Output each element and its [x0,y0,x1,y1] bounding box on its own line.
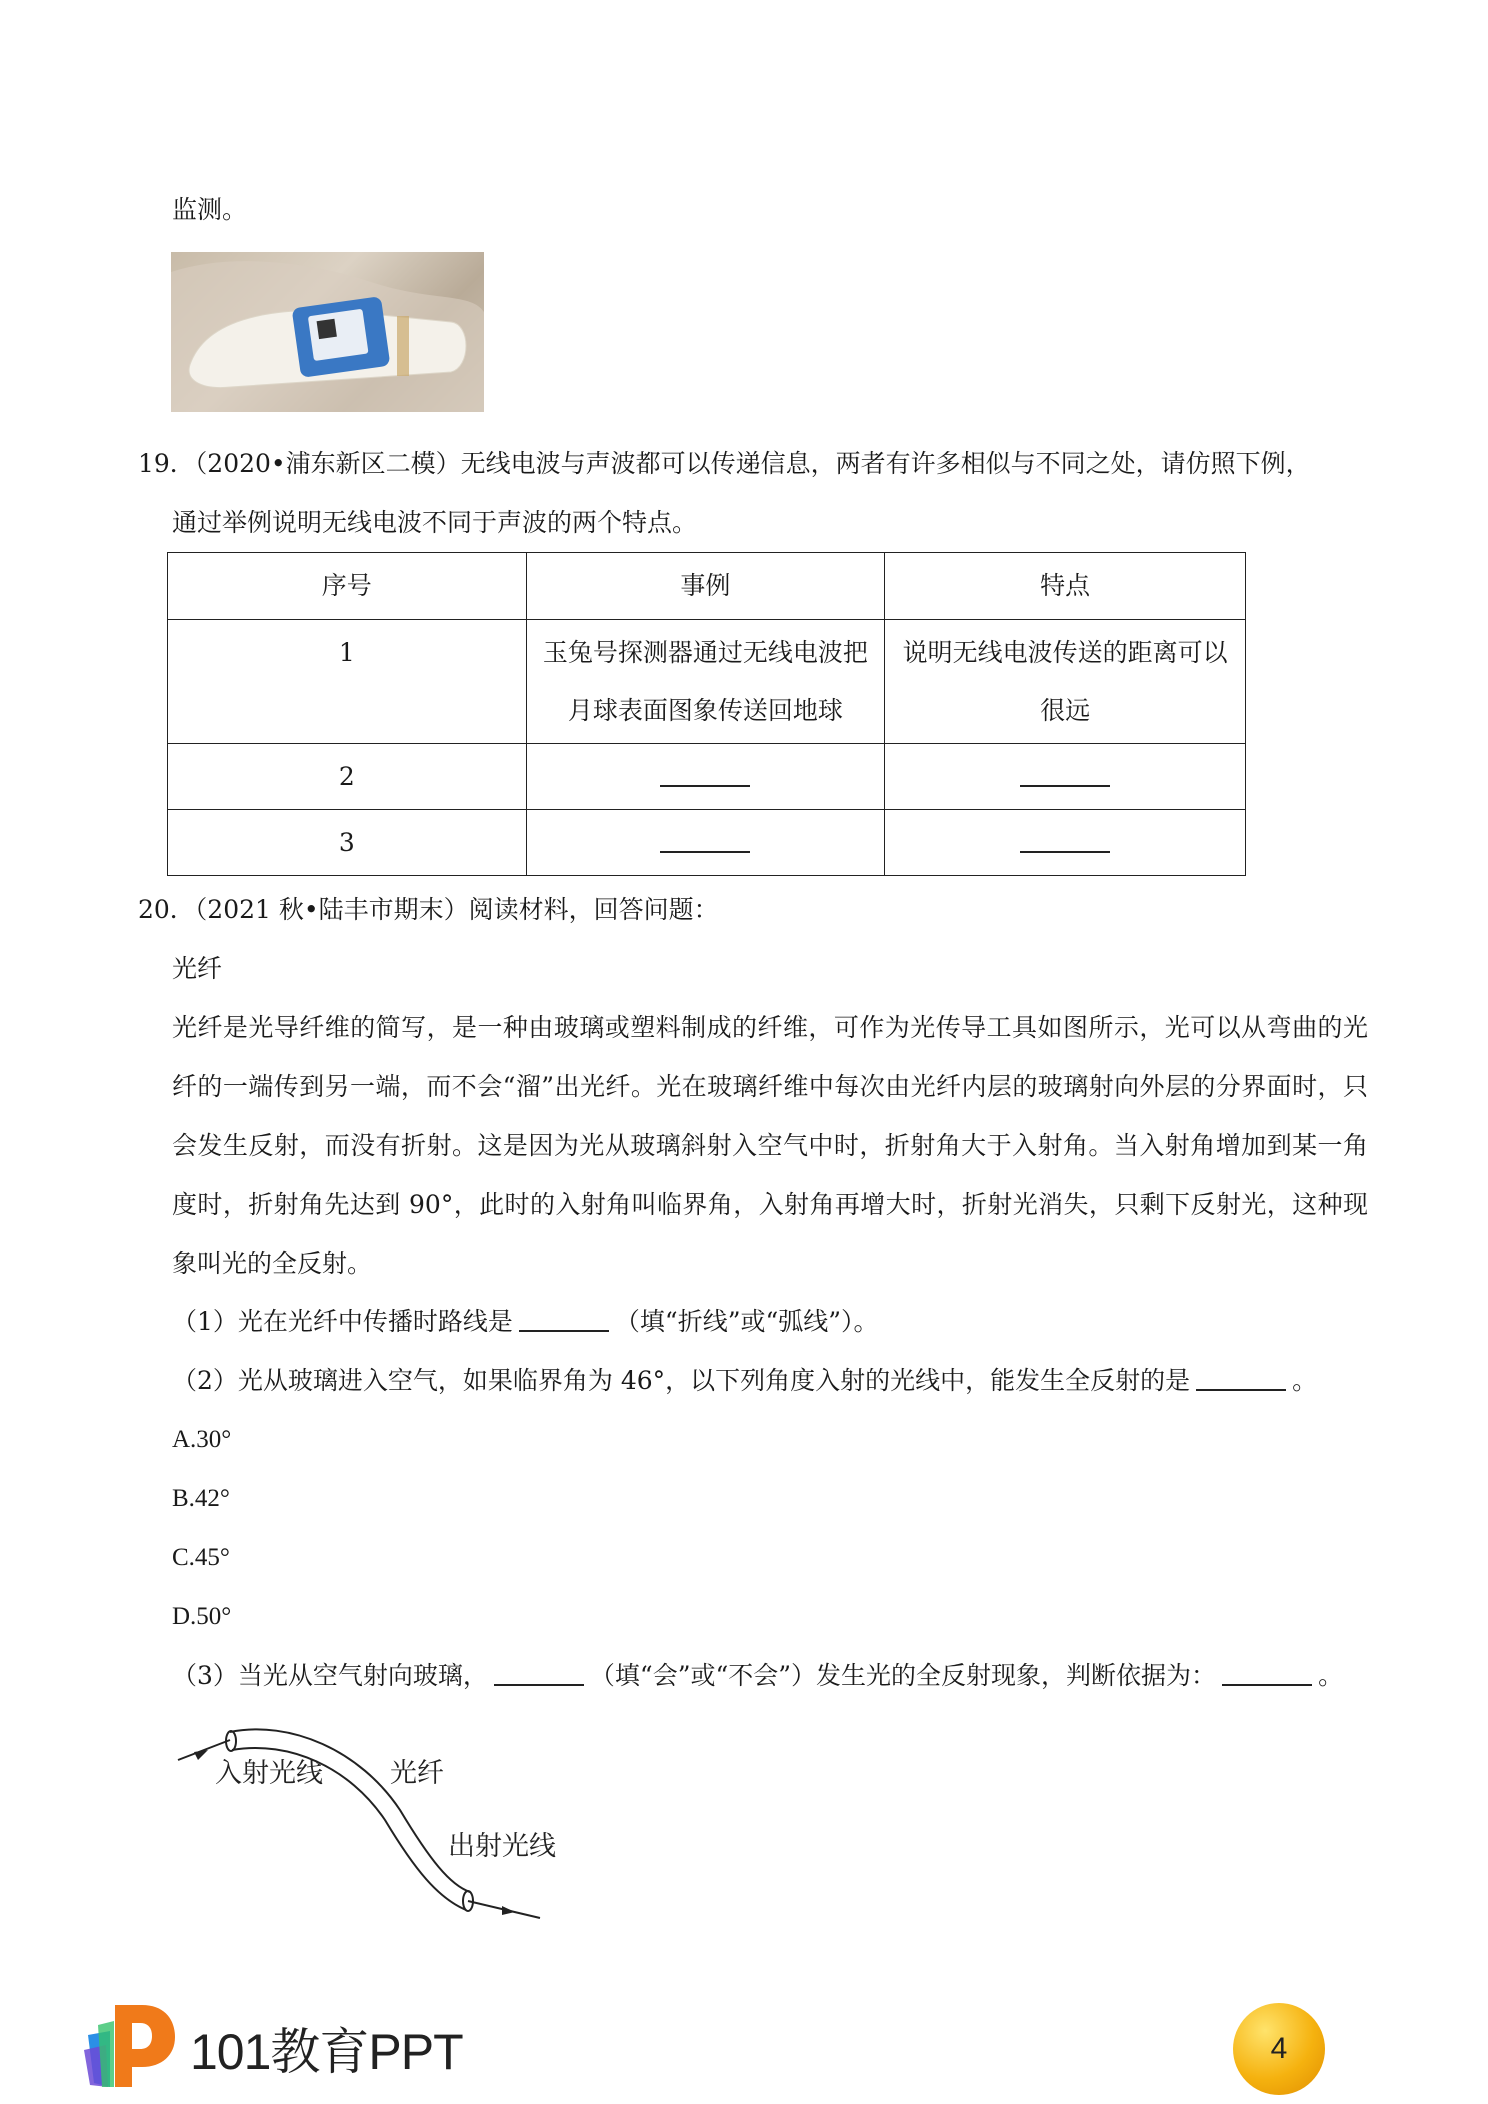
table-row [168,744,1246,810]
label-fiber: 光纤 [390,1758,444,1789]
answer-blank[interactable] [660,829,750,853]
row2-number: 2 [168,744,527,810]
q20-sub3-pre: （3）当光从空气射向玻璃， [172,1661,488,1690]
option-d[interactable]: D.50° [172,1603,232,1630]
option-c[interactable]: C.45° [172,1544,230,1571]
answer-blank[interactable] [1020,829,1110,853]
q20-title: 光纤 [172,954,223,983]
header-case: 事例 [526,553,885,620]
row1-feature-line2: 很远 [1040,695,1091,725]
table-row [168,810,1246,876]
row3-case-blank[interactable] [526,810,885,876]
answer-blank[interactable] [1020,763,1110,787]
label-incident: 入射光线 [215,1758,323,1789]
row1-feature [885,620,1246,744]
q20-sub3 [172,1659,1343,1693]
row1-case-line1: 玉兔号探测器通过无线电波把 [542,637,868,667]
q20-sub1-post: （填“折线”或“弧线”）。 [614,1307,879,1336]
label-exit: 出射光线 [448,1831,556,1862]
header-feature: 特点 [885,553,1246,620]
option-b[interactable]: B.42° [172,1485,230,1512]
q20-sub1-pre: （1）光在光纤中传播时路线是 [172,1307,513,1336]
q20-paragraph: 光纤是光导纤维的简写，是一种由玻璃或塑料制成的纤维，可作为光传导工具如图所示，光可以从弯曲的光纤的一端传到另一端，而不会“溜”出光纤。光在玻璃纤维中每次由光纤内层的玻璃射向外层的分界面时，只会发生反射，而没有折射。这是因为光从玻璃斜射入空气中时，折射角大于入射角。当入射角增加到某一角度时，折射角先达到 90°，此时的入射角叫临界角，入射角再增大时，折射光消失，只剩下反射光，这种现象叫光的全反射。 [172,1013,1368,1278]
q20-sub2-post: 。 [1292,1366,1318,1395]
row1-case-line2: 月球表面图象传送回地球 [567,695,843,725]
answer-blank[interactable] [660,763,750,787]
q19-line2: 通过举例说明无线电波不同于声波的两个特点。 [172,508,698,537]
row1-feature-line1: 说明无线电波传送的距离可以 [902,637,1228,667]
table-header-row [168,553,1246,620]
optical-fiber-diagram [170,1720,590,1920]
answer-blank[interactable] [519,1308,609,1332]
brand-name: 101教育PPT [190,2024,463,2080]
header-number: 序号 [168,553,527,620]
row2-feature-blank[interactable] [885,744,1246,810]
q20-sub3-post: 。 [1318,1661,1344,1690]
intro-text: 监测。 [172,195,248,224]
row1-case [526,620,885,744]
q20-sub2-pre: （2）光从玻璃进入空气，如果临界角为 46°，以下列角度入射的光线中，能发生全反射的是 [172,1366,1191,1395]
sensor-photo [171,252,484,412]
brand-logo-icon [80,1995,180,2095]
answer-blank[interactable] [1196,1367,1286,1391]
row3-feature-blank[interactable] [885,810,1246,876]
answer-blank[interactable] [494,1662,584,1686]
table-row [168,620,1246,744]
row3-number: 3 [168,810,527,876]
q19-table [167,552,1246,876]
q20-sub1 [172,1305,879,1339]
q19-line1: 19．（2020•浦东新区二模）无线电波与声波都可以传递信息，两者有许多相似与不同之处，请仿照下例， [138,449,1311,478]
answer-blank[interactable] [1222,1662,1312,1686]
row1-number: 1 [168,620,527,744]
q20-header: 20．（2021 秋•陆丰市期末）阅读材料，回答问题： [138,895,719,924]
optical-fiber-figure [170,1720,590,1920]
q20-sub2 [172,1364,1317,1398]
page-number-badge: 4 [1233,2003,1325,2095]
option-a[interactable]: A.30° [172,1426,232,1453]
q20-sub3-mid: （填“会”或“不会”）发生光的全反射现象，判断依据为： [589,1661,1217,1690]
row2-case-blank[interactable] [526,744,885,810]
